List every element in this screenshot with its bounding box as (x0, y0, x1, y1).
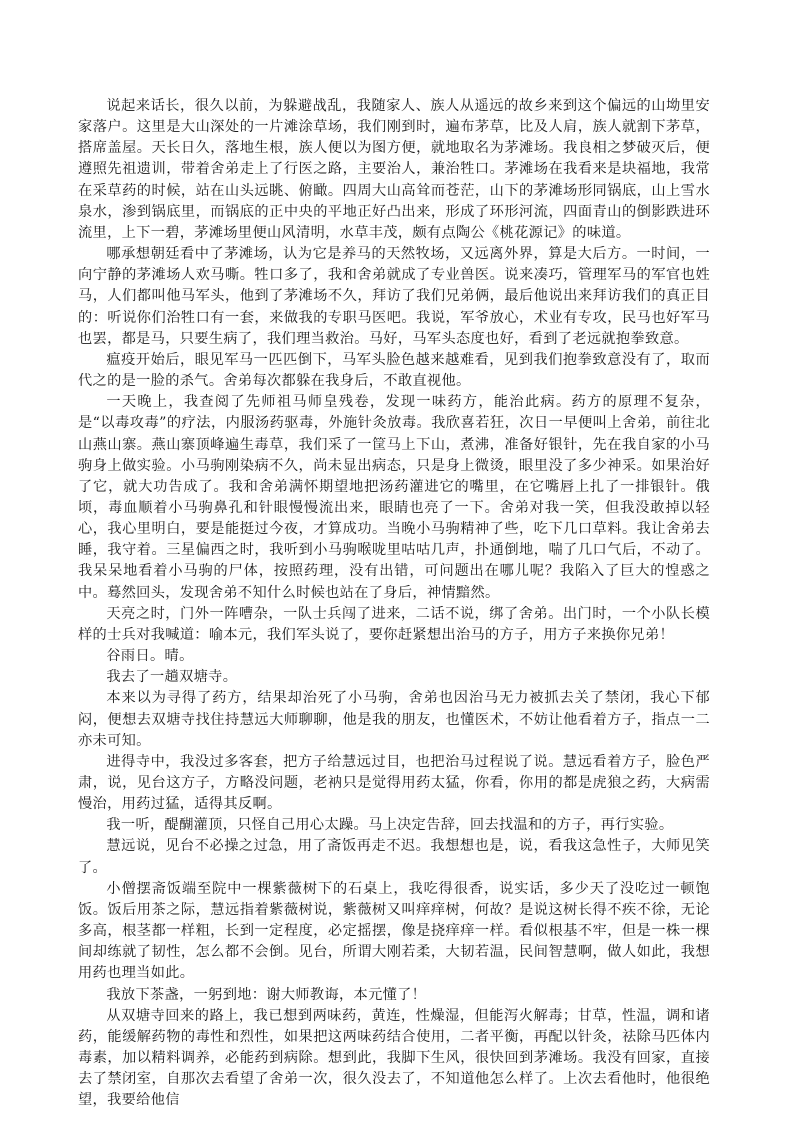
paragraph-3: 瘟疫开始后，眼见军马一匹匹倒下，马军头脸色越来越难看，见到我们抱拳致意没有了，取而代之的是一脸的杀气。舍弟每次都躲在我身后，不敢直视他。 (78, 351, 710, 390)
story-text (78, 96, 710, 1112)
paragraph-5: 天亮之时，门外一阵嘈杂，一队士兵闯了进来，二话不说，绑了舍弟。出门时，一个小队长模样的士兵对我喊道：喻本元，我们军头说了，要你赶紧想出治马的方子，用方子来换你兄弟！ (78, 605, 710, 643)
paragraph-10: 我一听，醍醐灌顶，只怪自己用心太躁。马上决定告辞，回去找温和的方子，再行实验。 (106, 817, 674, 834)
paragraph-13: 我放下茶盏，一躬到地：谢大师教诲，本元懂了！ (106, 986, 427, 1003)
paragraph-7: 我去了一趟双塘寺。 (106, 669, 238, 686)
paragraph-6: 谷雨日。晴。 (106, 648, 194, 665)
paragraph-9: 进得寺中，我没过多客套，把方子给慧远过目，也把治马过程说了说。慧远看着方子，脸色严肃，说，见台这方子，方略没问题，老衲只是觉得用药太猛，你看，你用的都是虎狼之药，大病需慢治，用药过猛，适得其反啊。 (78, 753, 710, 813)
paragraph-2: 哪承想朝廷看中了茅滩场，认为它是养马的天然牧场，又远离外界，算是大后方。一时间，一向宁静的茅滩场人欢马嘶。牲口多了，我和舍弟就成了专业兽医。说来凑巧，管理军马的军官也姓马，人们都叫他马军头，他到了茅滩场不久，拜访了我们兄弟俩，最后他说出来拜访我们的真正目的：听说你们治牲口有一套，来做我的专职马医吧。我说，军爷放心，术业有专攻，民马也好军马也罢，都是马，只要生病了，我们理当救治。马好，马军头态度也好，看到了老远就抱拳致意。 (78, 246, 710, 347)
paragraph-8: 本来以为寻得了药方，结果却治死了小马驹，舍弟也因治马无力被抓去关了禁闭，我心下郁闷，便想去双塘寺找住持慧远大师聊聊，他是我的朋友，也懂医术，不妨让他看着方子，指点一二亦未可知。 (78, 690, 710, 749)
paragraph-1: 说起来话长，很久以前，为躲避战乱，我随家人、族人从遥远的故乡来到这个偏远的山坳里安家落户。这里是大山深处的一片滩涂草场，我们刚到时，遍布茅草，比及人肩，族人就割下茅草，搭席盖屋。天长日久，落地生根，族人便以为图方便，就地取名为茅滩场。我良相之梦破灭后，便遵照先祖遗训，带着舍弟走上了行医之路，主要治人，兼治牲口。茅滩场在我看来是块福地，我常在采草药的时候，站在山头远眺、俯瞰。四周大山高耸而苍茫，山下的茅滩场形同锅底，山上雪水泉水，渗到锅底里，而锅底的正中央的平地正好凸出来，形成了环形河流，四面青山的倒影跌进环流里，上下一碧，茅滩场里便山风清明，水草丰茂，颇有点陶公《桃花源记》的味道。 (78, 98, 710, 241)
paragraph-11: 慧远说，见台不必操之过急，用了斋饭再走不迟。我想想也是，说，看我这急性子，大师见笑了。 (78, 838, 710, 876)
paragraph-4: 一天晚上，我查阅了先师祖马师皇残卷，发现一味药方，能治此病。药方的原理不复杂，是“以毒攻毒”的疗法，内服汤药驱毒，外施针灸放毒。我欣喜若狂，次日一早便叫上舍弟，前往北山燕山寨。燕山寨顶峰遍生毒草，我们采了一筐马上下山，煮沸，准备好银针，先在我自家的小马驹身上做实验。小马驹刚染病不久，尚未显出病态，只是身上微烫，眼里没了多少神采。如果治好了它，就大功告成了。我和舍弟满怀期望地把汤药灌进它的嘴里，在它嘴唇上扎了一排银针。俄顷，毒血顺着小马驹鼻孔和针眼慢慢流出来，眼睛也亮了一下。舍弟对我一笑，但我没敢掉以轻心，我心里明白，要是能挺过今夜，才算成功。当晚小马驹精神了些，吃下几口草料。我让舍弟去睡，我守着。三星偏西之时，我听到小马驹喉咙里咕咕几声，扑通倒地，喘了几口气后，不动了。我呆呆地看着小马驹的尸体，按照药理，没有出错，可问题出在哪儿呢？我陷入了巨大的惶惑之中。蓦然回头，发现舍弟不知什么时候也站在了身后，神情黯然。 (78, 394, 710, 601)
paragraph-14: 从双塘寺回来的路上，我已想到两味药，黄连，性燥湿，但能泻火解毒；甘草，性温，调和诸药，能缓解药物的毒性和烈性，如果把这两味药结合使用，二者平衡，再配以针灸，祛除马匹体内毒素，加以精料调养，必能药到病除。想到此，我脚下生风，很快回到茅滩场。我没有回家，直接去了禁闭室，自那次去看望了舍弟一次，很久没去了，不知道他怎么样了。上次去看他时，他很绝望，我要给他信 (78, 1007, 710, 1109)
paragraph-12: 小僧摆斋饭端至院中一棵紫薇树下的石桌上，我吃得很香，说实话，多少天了没吃过一顿饱饭。饭后用茶之际，慧远指着紫薇树说，紫薇树又叫痒痒树，何故？是说这树长得不疾不徐，无论多高，根茎都一样粗，长到一定程度，必定摇摆，像是挠痒痒一样。看似根基不牢，但是一株一棵间却练就了韧性，怎么都不会倒。见台，所谓大刚若柔，大韧若温，民间智慧啊，做人如此，我想用药也理当如此。 (78, 880, 710, 982)
